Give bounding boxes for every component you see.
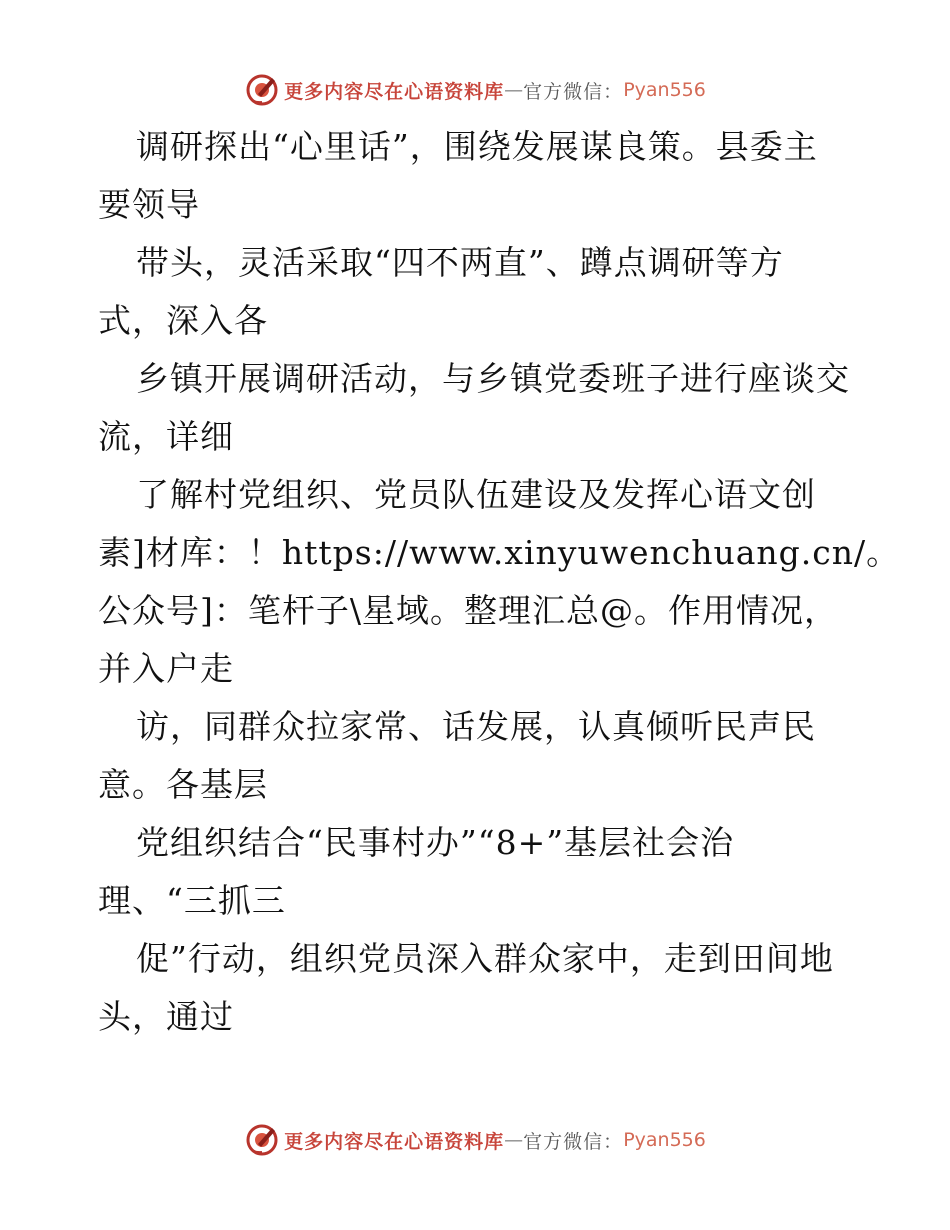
banner-main-text: 更多内容尽在心语资料库 [284, 80, 505, 103]
header-banner [0, 70, 950, 110]
body-line: 头，通过 [98, 997, 234, 1036]
banner-main-text: 更多内容尽在心语资料库 [284, 1130, 505, 1153]
body-line: 流，详细 [98, 417, 234, 456]
banner-dash: — [504, 1129, 524, 1151]
body-line: 访，同群众拉家常、话发展，认真倾听民声民 [136, 707, 816, 746]
body-line: 理、“三抓三 [98, 881, 286, 920]
body-line: 意。各基层 [98, 765, 268, 804]
body-line: 促”行动，组织党员深入群众家中，走到田间地 [136, 939, 834, 978]
body-line: 调研探出“心里话”，围绕发展谋良策。县委主 [136, 127, 818, 166]
banner-wechat-label: 官方微信： [523, 80, 624, 103]
body-line: 公众号]：笔杆子\星域。整理汇总@。作用情况， [98, 591, 838, 630]
banner-dash: — [504, 79, 524, 101]
banner-wechat-label: 官方微信： [523, 1130, 624, 1153]
body-line: 要领导 [98, 185, 200, 224]
body-line: 了解村党组织、党员队伍建设及发挥心语文创 [136, 475, 816, 514]
banner-wechat-id: Pyan556 [623, 1129, 706, 1151]
brand-logo-icon [244, 1122, 280, 1158]
body-line: 素]材库：！https://www.xinyuwenchuang.cn/。 [98, 533, 901, 572]
banner-wechat-id: Pyan556 [623, 79, 706, 101]
body-line: 带头，灵活采取“四不两直”、蹲点调研等方 [136, 243, 784, 282]
body-line: 式，深入各 [98, 301, 268, 340]
brand-logo-icon [244, 72, 280, 108]
document-body [98, 118, 901, 1046]
body-line: 并入户走 [98, 649, 234, 688]
footer-banner [0, 1120, 950, 1160]
body-line: 乡镇开展调研活动，与乡镇党委班子进行座谈交 [136, 359, 850, 398]
body-line: 党组织结合“民事村办”“8+”基层社会治 [136, 823, 735, 862]
